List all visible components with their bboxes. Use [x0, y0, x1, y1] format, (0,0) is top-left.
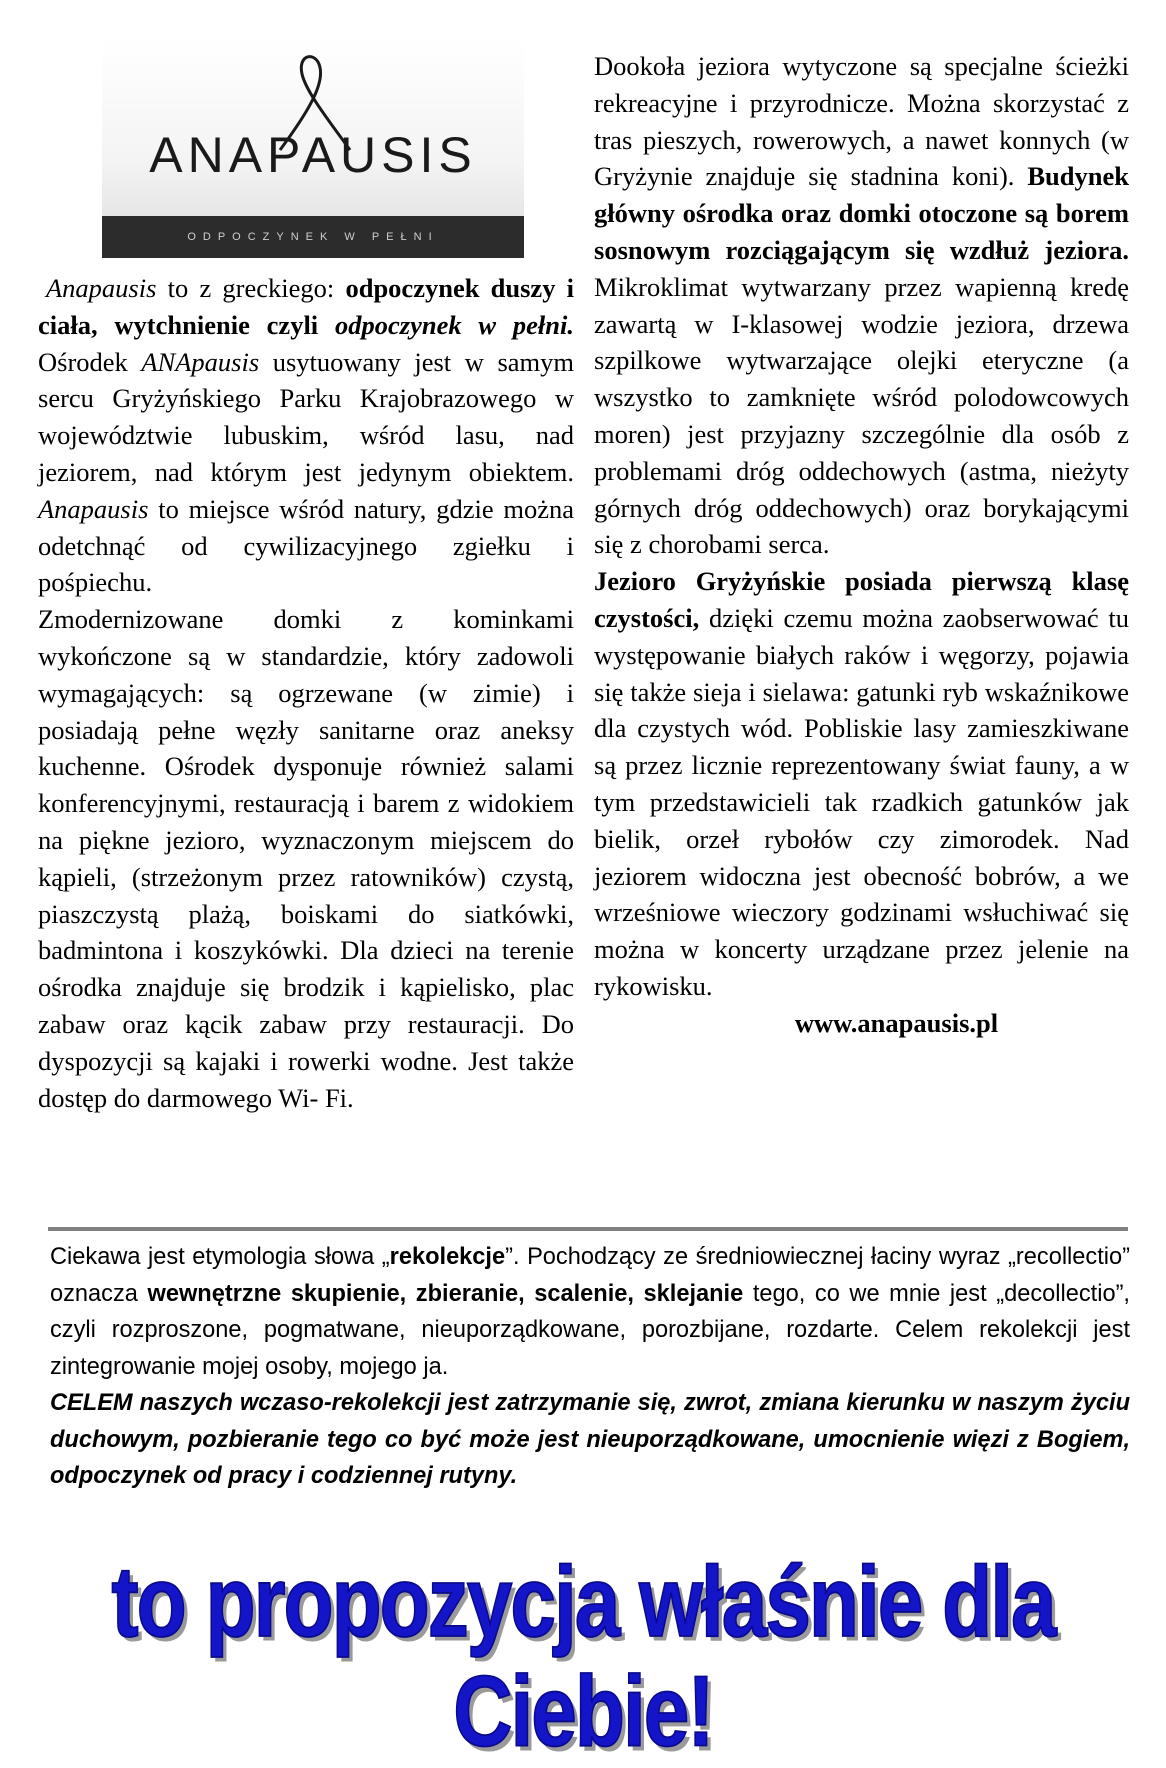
nature-paragraph: [594, 48, 1129, 563]
slogan-heading: to propozycja właśnie dla Ciebie!: [111, 1546, 1055, 1768]
text-run: to miejsce wśród natury, gdzie można odetchnąć od cywilizacyjnego zgiełku i pośpiechu.: [38, 493, 574, 598]
bold-run: Jezioro Gryżyńskie posiada pierwszą klasę czystości,: [594, 566, 1129, 633]
bold-italic-run: odpoczynek w pełni.: [335, 309, 574, 340]
right-column: [594, 48, 1129, 1042]
text-run: usytuowany jest w samym sercu Gryżyńskiego Parku Krajobrazowego w województwie lubuskim, wśród lasu, nad jeziorem, nad którym jest jedynym obiektem.: [38, 346, 574, 487]
brand-name: Anapausis: [46, 273, 157, 303]
logo-wordmark: ANAPAUSIS: [149, 127, 477, 183]
left-column: [38, 270, 574, 1116]
bold-run: rekolekcje: [389, 1244, 506, 1270]
text-run: Ośrodek: [38, 346, 142, 377]
logo-band: [102, 216, 524, 258]
brand-name: Anapausis: [38, 493, 149, 524]
bold-run: Budynek główny ośrodka oraz domki otoczone są borem sosnowym rozciągającym się wzdłuż jeziora.: [594, 161, 1129, 265]
text-run: Dookoła jeziora wytyczone są specjalne ścieżki rekreacyjne i przyrodnicze. Można skorzystać z tras pieszych, rowerowych, a nawet konnych (w Gryżynie znajduje się stadnina koni).: [594, 51, 1129, 192]
text-run: dzięki czemu można zaobserwować tu występowanie białych raków i węgorzy, pojawia się także sieja i sielawa: gatunki ryb wskaźnikowe dla czystych wód. Pobliskie lasy zamieszkiwane są przez licznie reprezentowany świat fauny, a w tym przedstawicieli tak rzadkich gatunków jak bielik, orzeł rybołów czy zimorodek. Nad jeziorem widoczna jest obecność bobrów, a we wrześniowe wieczory godzinami wsłuchiwać się można w koncerty urządzane przez jelenie na rykowisku.: [594, 602, 1129, 1001]
etymology-paragraph: [50, 1239, 1130, 1385]
text-run: Mikroklimat wytwarzany przez wapienną kredę zawartą w I-klasowej wodzie jeziora, drzewa szpilkowe wytwarzające olejki eteryczne (a wszystko to zamknięte wśród polodowcowych moren) jest przyjazny szczególnie dla osób z problemami dróg oddechowych (astma, nieżyty górnych dróg oddechowych) oraz borykającymi się z chorobami serca.: [594, 271, 1129, 560]
text-run: to z greckiego:: [156, 273, 346, 303]
text-run: tego, co we mnie jest „decollectio”, czyli rozproszone, pogmatwane, nieuporządkowane, porozbijane, rozdarte. Celem rekolekcji jest zintegrowanie mojej osoby, mojego ja.: [50, 1280, 1130, 1380]
bold-run: wewnętrzne skupienie, zbieranie, scalenie, sklejanie: [147, 1280, 744, 1307]
bold-run: odpoczynek duszy i ciała, wytchnienie czyli: [38, 273, 575, 340]
intro-paragraph: [38, 270, 574, 601]
etymology-section: [50, 1239, 1130, 1495]
text-run: Ciekawa jest etymologia słowa „: [50, 1244, 390, 1270]
brand-name: ANApausis: [141, 346, 260, 377]
section-divider: [48, 1227, 1128, 1231]
logo-tagline: ODPOCZYNEK W PEŁNI: [187, 231, 439, 243]
anapausis-logo: [102, 38, 524, 258]
lake-paragraph: [594, 563, 1129, 1005]
retreat-purpose-paragraph: CELEM naszych wczaso-rekolekcji jest zatrzymanie się, zwrot, zmiana kierunku w naszym życiu duchowym, pozbieranie tego co być może jest nieuporządkowane, umocnienie więzi z Bogiem, odpoczynek od pracy i codziennej rutyny.: [50, 1390, 1130, 1489]
text-run: ”. Pochodzący ze średniowiecznej łaciny wyraz „recollectio” oznacza: [50, 1244, 1130, 1307]
website-url[interactable]: www.anapausis.pl: [794, 1007, 999, 1038]
amenities-paragraph: Zmodernizowane domki z kominkami wykończone są w standardzie, który zadowoli wymagających: są ogrzewane (w zimie) i posiadają pełne węzły sanitarne oraz aneksy kuchenne. Ośrodek dysponuje również salami konferencyjnymi, restauracją i barem z widokiem na piękne jezioro, wyznaczonym miejscem do kąpieli, (strzeżonym przez ratowników) czystą, piaszczystą plażą, boiskami do siatkówki, badmintona i koszykówki. Dla dzieci na terenie ośrodka znajduje się brodzik i kąpielisko, plac zabaw oraz kącik zabaw przy restauracji. Do dyspozycji są kajaki i rowerki wodne. Jest także dostęp do darmowego Wi- Fi.: [38, 604, 574, 1113]
